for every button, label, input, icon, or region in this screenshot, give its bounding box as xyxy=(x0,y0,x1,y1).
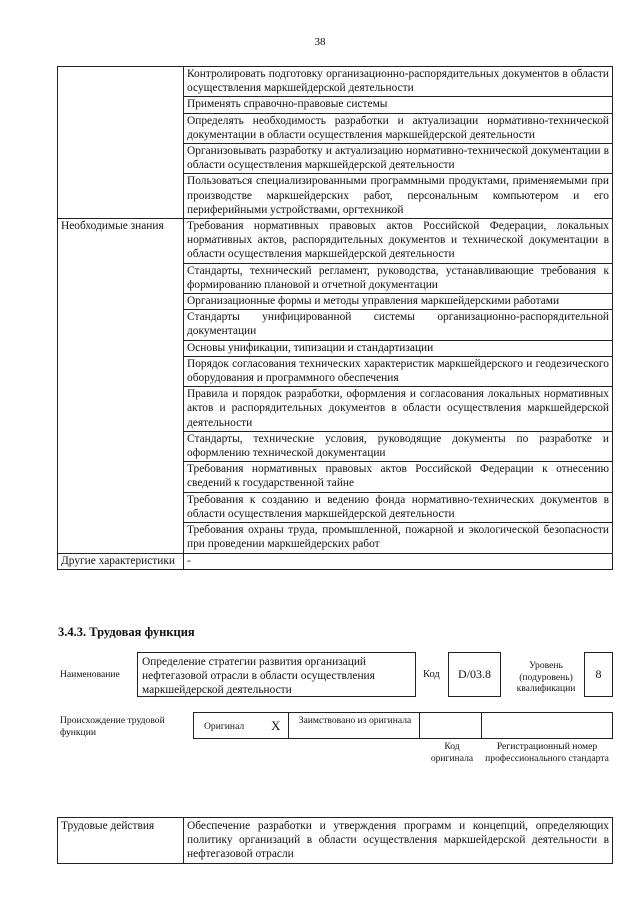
activities-value: Обеспечение разработки и утверждения программ и концепций, определяющих политику организаций в области осуществления маркшейдерской деятельности в нефтегазовой отрасли xyxy=(184,818,613,864)
table-row xyxy=(58,818,613,864)
original-mark: X xyxy=(271,718,281,733)
activities-label: Трудовые действия xyxy=(58,818,184,864)
row-label: Другие характеристики xyxy=(58,553,184,569)
level-label: Уровень (подуровень) квалификации xyxy=(516,660,576,694)
row-content: Стандарты, технический регламент, руководства, устанавливающие требования к формированию плановой и отчетной документации xyxy=(184,263,613,293)
requirements-table xyxy=(57,66,613,570)
row-content: Требования охраны труда, промышленной, пожарной и экологической безопасности при проведении маркшейдерских работ xyxy=(184,523,613,553)
reg-number-cell xyxy=(481,712,613,739)
activities-table xyxy=(57,817,613,864)
row-content: Основы унификации, типизации и стандартизации xyxy=(184,340,613,356)
row-content: Стандарты унифицированной системы организационно-распорядительной документации xyxy=(184,310,613,340)
table-row xyxy=(58,553,613,569)
section-title: 3.4.3. Трудовая функция xyxy=(58,625,195,639)
function-name-box xyxy=(137,652,416,697)
function-code: D/03.8 xyxy=(448,652,501,697)
function-name: Определение стратегии развития организаций нефтегазовой отрасли в области осуществления маркшейдерской деятельности xyxy=(142,656,375,696)
row-content: Пользоваться специализированными программными продуктами, применяемыми при производстве маркшейдерских работ, персональным компьютером и его периферийными устройствами, оргтехникой xyxy=(184,174,613,219)
origin-label: Происхождение трудовой функции xyxy=(60,715,165,738)
row-content: Порядок согласования технических характеристик маркшейдерского и геодезического оборудования и программного обеспечения xyxy=(184,356,613,386)
origin-code-caption: Код оригинала xyxy=(430,741,474,764)
row-content: Организационные формы и методы управления маркшейдерскими работами xyxy=(184,294,613,310)
name-label: Наименование xyxy=(60,669,120,680)
row-content: Контролировать подготовку организационно-распорядительных документов в области осуществления маркшейдерской деятельности xyxy=(184,67,613,97)
row-content: Требования к созданию и ведению фонда нормативно-технических документов в области осуществления маркшейдерской деятельности xyxy=(184,492,613,522)
row-content: Организовывать разработку и актуализацию нормативно-технической документации в области осуществления маркшейдерской деятельности xyxy=(184,144,613,174)
row-content: Требования нормативных правовых актов Российской Федерации, локальных нормативных актов, распорядительных документов и технической документации в области осуществления маркшейдерской деятельности xyxy=(184,219,613,264)
original-cell xyxy=(193,712,289,739)
borrowed-cell xyxy=(288,712,420,739)
qualification-level: 8 xyxy=(584,652,613,697)
row-label: Необходимые знания xyxy=(58,219,184,553)
code-label: Код xyxy=(423,669,440,680)
table-row xyxy=(58,67,613,97)
table-row xyxy=(58,219,613,264)
row-content: Применять справочно-правовые системы xyxy=(184,97,613,113)
row-content: Определять необходимость разработки и актуализации нормативно-технической документации в области осуществления маркшейдерской деятельности xyxy=(184,113,613,143)
row-content: Стандарты, технические условия, руководящие документы по разработке и оформлению технической документации xyxy=(184,431,613,461)
row-content: - xyxy=(184,553,613,569)
reg-number-caption: Регистрационный номер профессионального стандарта xyxy=(485,741,609,764)
borrowed-label: Заимствовано из оригинала xyxy=(298,715,412,726)
origin-code-cell xyxy=(419,712,482,739)
row-content: Правила и порядок разработки, оформления и согласования локальных нормативных актов и распорядительных документов в области осуществления маркшейдерской деятельности xyxy=(184,387,613,432)
original-label: Оригинал xyxy=(204,721,245,732)
page-number: 38 xyxy=(314,36,326,48)
row-content: Требования нормативных правовых актов Российской Федерации к отнесению сведений к государственной тайне xyxy=(184,462,613,492)
row-label xyxy=(58,67,184,219)
